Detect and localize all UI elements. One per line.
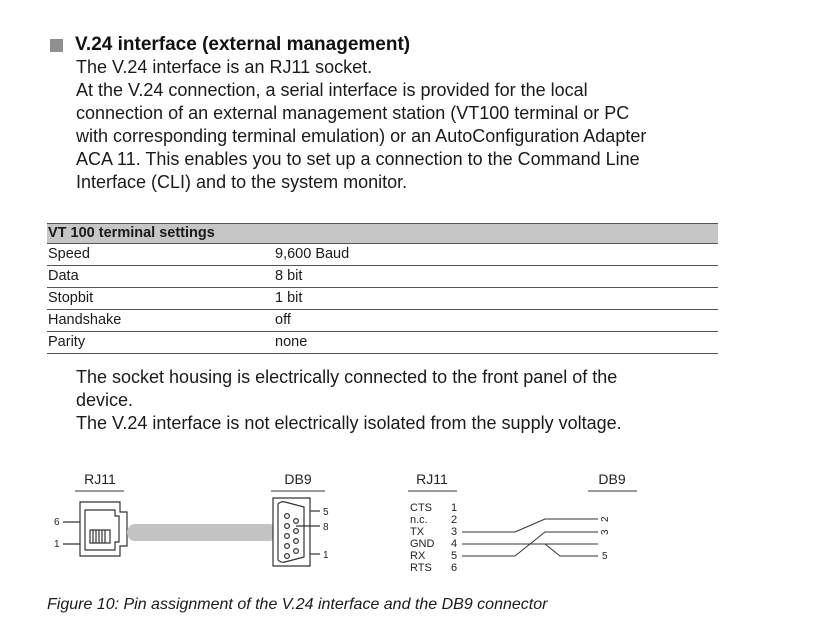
signal-name: TX [410,526,425,538]
signal-pin: 6 [451,562,458,574]
rj11-pin-label: 1 [54,539,60,550]
db9-target-pin: 2 [600,516,611,522]
heading-text: V.24 interface (external management) [75,34,411,55]
rj11-socket-icon [63,502,127,556]
db9-connector-icon [273,498,320,566]
text-line: At the V.24 connection, a serial interface is provided for the local [76,80,588,100]
bullet-square-icon [50,39,63,52]
row-value: 8 bit [275,268,303,284]
text-line: with corresponding terminal emulation) or an AutoConfiguration Adapter [76,126,647,146]
row-key: Speed [48,246,90,262]
signal-pin: 1 [451,502,458,514]
table-row [47,288,718,310]
signal-pin: 4 [451,538,458,550]
row-key: Parity [48,334,86,350]
signal-name: CTS [410,502,432,514]
table-row [47,310,718,332]
settings-table [47,223,718,354]
table-header: VT 100 terminal settings [47,223,718,244]
intro-paragraph [76,56,646,194]
signal-name: RTS [410,562,432,574]
row-key: Data [48,268,79,284]
text-line: device. [76,390,134,410]
row-value: off [275,312,291,328]
rj11-pinout-label: RJ11 [416,471,448,487]
row-value: 1 bit [275,290,303,306]
signal-name: n.c. [410,514,428,526]
signal-list [410,502,457,574]
text-line: connection of an external management station (VT100 terminal or PC [76,103,630,123]
cable-shape [127,524,277,541]
signal-name: RX [410,550,426,562]
pin-assignment-figure [0,460,816,580]
db9-pin-label: 1 [323,550,329,561]
wiring-lines [462,519,598,556]
signal-pin: 2 [451,514,458,526]
text-line: ACA 11. This enables you to set up a connection to the Command Line [76,149,640,169]
db9-target-pin: 5 [602,551,608,562]
signal-pin: 3 [451,526,458,538]
section-heading [50,33,410,57]
signal-name: GND [410,538,435,550]
db9-pin-label: 5 [323,507,329,518]
text-line: The V.24 interface is not electrically isolated from the supply voltage. [76,413,622,433]
table-row [47,266,718,288]
signal-pin: 5 [451,550,458,562]
db9-target-pin: 3 [600,529,611,535]
figure-caption: Figure 10: Pin assignment of the V.24 interface and the DB9 connector [47,596,548,613]
table-row [47,332,718,354]
text-line: The V.24 interface is an RJ11 socket. [76,57,373,77]
row-value: 9,600 Baud [275,246,350,262]
db9-pinout-label: DB9 [598,471,626,487]
row-value: none [275,334,308,350]
text-line: The socket housing is electrically connected to the front panel of the [76,367,618,387]
rj11-pin-label: 6 [54,517,60,528]
text-line: Interface (CLI) and to the system monitor. [76,172,408,192]
row-key: Handshake [48,312,122,328]
housing-paragraph [76,366,622,435]
db9-label: DB9 [284,471,312,487]
row-key: Stopbit [48,290,94,306]
db9-pin-label: 8 [323,522,329,533]
table-row [47,244,718,266]
rj11-label: RJ11 [84,471,116,487]
